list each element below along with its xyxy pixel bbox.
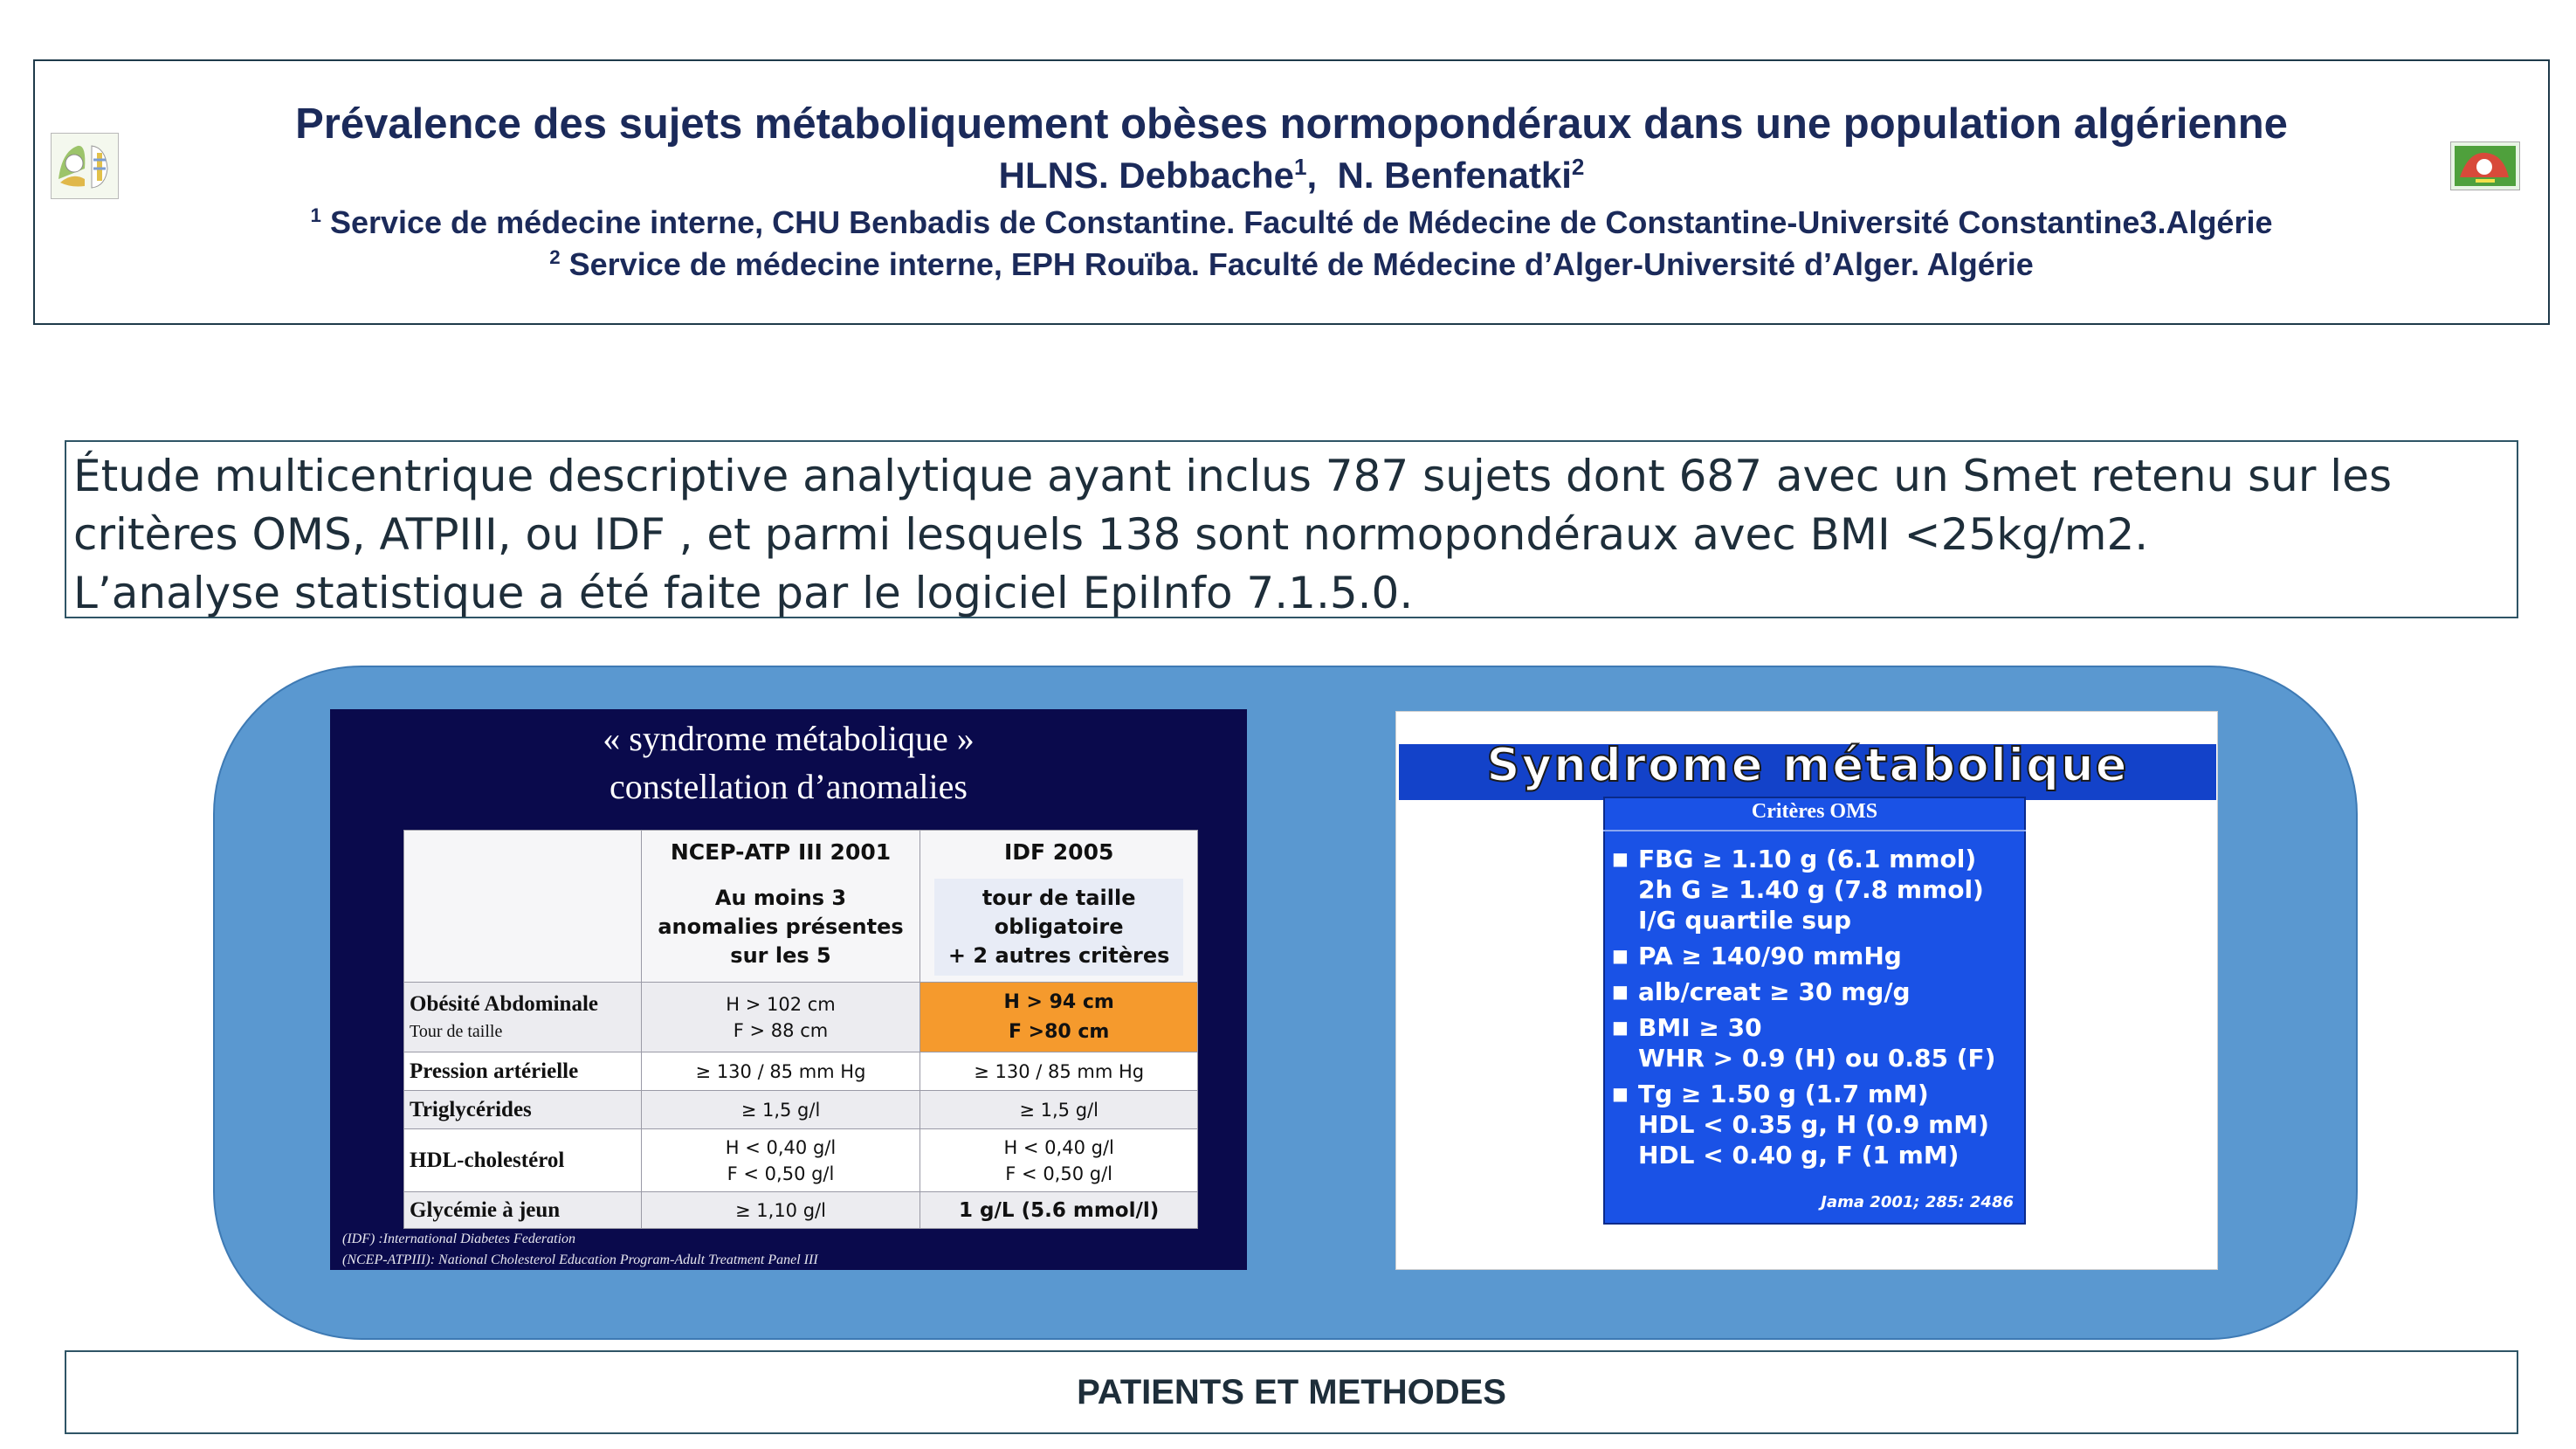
ncep-sub-line-1: Au moins 3 — [714, 886, 847, 910]
idf-sub-line-3: + 2 autres critères — [947, 943, 1170, 968]
university-logo-left — [51, 133, 119, 199]
idf-value: ≥ 130 / 85 mm Hg — [920, 1052, 1198, 1091]
study-description-box — [65, 440, 2518, 618]
affiliation-2-number: 2 — [549, 246, 561, 268]
table-row — [404, 1091, 1198, 1129]
idf-sub-line-2: obligatoire — [994, 914, 1124, 939]
list-item: ■ alb/creat ≥ 30 mg/g — [1612, 977, 1911, 1006]
affiliation-2 — [35, 246, 2548, 283]
list-item: ■ BMI ≥ 30 WHR > 0.9 (H) ou 0.85 (F) — [1612, 1013, 1996, 1073]
row-label: Glycémie à jeun — [404, 1192, 642, 1229]
slide-title-line-1: « syndrome métabolique » — [603, 719, 975, 758]
row-label: Obésité Abdominale Tour de taille — [404, 983, 642, 1052]
footnote-idf: (IDF) :International Diabetes Federation — [342, 1232, 576, 1246]
row-label: HDL-cholestérol — [404, 1129, 642, 1192]
affiliation-1-text: Service de médecine interne, CHU Benbadis de Constantine. Faculté de Médecine de Constantine-Université Constantine3.Algérie — [329, 204, 2273, 240]
ncep-sub-line-2: anomalies présentes — [658, 914, 904, 939]
university-logo-right — [2450, 141, 2520, 190]
column-header-ncep-sub — [656, 879, 906, 976]
poster-title: Prévalence des sujets métaboliquement obèses normopondéraux dans une population algérienne — [295, 100, 2288, 148]
author-1-sup: 1 — [1294, 154, 1307, 180]
study-line-2: critères OMS, ATPIII, ou IDF , et parmi lesquels 138 sont normopondéraux avec BMI <25kg/m2. — [73, 509, 2149, 560]
authors-line — [35, 155, 2548, 197]
idf-sub-line-1: tour de taille — [981, 886, 1136, 910]
ncep-sub-line-3: sur les 5 — [730, 943, 831, 968]
study-line-3: L’analyse statistique a été faite par le logiciel EpiInfo 7.1.5.0. — [73, 568, 1414, 618]
author-1: HLNS. Debbache — [998, 155, 1295, 196]
author-separator: , — [1306, 155, 1338, 196]
oms-criteria-separator — [1603, 830, 2026, 831]
table-row — [404, 1129, 1198, 1192]
square-bullet-icon: ■ — [1612, 1017, 1629, 1038]
slide-title-line-2: constellation d’anomalies — [610, 767, 968, 806]
emblem-icon — [52, 134, 118, 198]
column-header-idf — [920, 831, 1198, 983]
ncep-value: H < 0,40 g/l F < 0,50 g/l — [641, 1129, 920, 1192]
column-header-idf-title: IDF 2005 — [1003, 839, 1114, 865]
square-bullet-icon: ■ — [1612, 981, 1629, 1002]
column-header-idf-sub — [934, 879, 1183, 976]
idf-value: ≥ 1,5 g/l — [920, 1091, 1198, 1129]
oms-criteria-subtitle: Critères OMS — [1751, 800, 1878, 823]
column-header-ncep-title: NCEP-ATP III 2001 — [670, 839, 892, 865]
emblem-icon — [2451, 142, 2519, 190]
oms-reference: Jama 2001; 285: 2486 — [1821, 1193, 2014, 1211]
square-bullet-icon: ■ — [1612, 945, 1629, 966]
study-line-1: Étude multicentrique descriptive analytique ayant inclus 787 sujets dont 687 avec un Smet retenu sur les — [73, 451, 2393, 501]
oms-criteria-list — [1603, 844, 2031, 1176]
table-corner-cell — [404, 831, 642, 983]
affiliation-1 — [35, 204, 2548, 241]
poster-header — [33, 59, 2550, 325]
row-label: Pression artérielle — [404, 1052, 642, 1091]
table-row — [404, 1052, 1198, 1091]
ncep-value: ≥ 1,5 g/l — [641, 1091, 920, 1129]
list-item: ■ Tg ≥ 1.50 g (1.7 mM) HDL < 0.35 g, H (0.9 mM) HDL < 0.40 g, F (1 mM) — [1612, 1080, 1989, 1170]
slide-ncep-idf-title — [330, 714, 1247, 811]
criteria-comparison-table — [403, 830, 1198, 1229]
affiliation-1-number: 1 — [310, 204, 321, 226]
ncep-value: ≥ 1,10 g/l — [641, 1192, 920, 1229]
author-2: N. Benfenatki — [1337, 155, 1572, 196]
ncep-value: ≥ 130 / 85 mm Hg — [641, 1052, 920, 1091]
list-item: ■ FBG ≥ 1.10 g (6.1 mmol) 2h G ≥ 1.40 g (7.8 mmol) I/G quartile sup — [1612, 845, 1984, 935]
row-label: Triglycérides — [404, 1091, 642, 1129]
idf-value: H < 0,40 g/l F < 0,50 g/l — [920, 1129, 1198, 1192]
table-row — [404, 983, 1198, 1052]
ncep-value: H > 102 cm F > 88 cm — [641, 983, 920, 1052]
square-bullet-icon: ■ — [1612, 1083, 1629, 1104]
footnote-ncep: (NCEP-ATPIII): National Cholesterol Education Program-Adult Treatment Panel III — [342, 1252, 818, 1267]
idf-value-highlighted: H > 94 cm F >80 cm — [920, 983, 1198, 1052]
affiliation-2-text: Service de médecine interne, EPH Rouïba. Faculté de Médecine d’Alger-Université d’Alger. Algérie — [568, 246, 2034, 282]
table-row — [404, 1192, 1198, 1229]
section-header-patients-methodes: PATIENTS ET METHODES — [65, 1350, 2518, 1434]
list-item: ■ PA ≥ 140/90 mmHg — [1612, 942, 1902, 970]
idf-value: 1 g/L (5.6 mmol/l) — [920, 1192, 1198, 1229]
square-bullet-icon: ■ — [1612, 848, 1629, 869]
slide-oms-title: Syndrome métabolique — [1486, 739, 2129, 792]
column-header-ncep — [641, 831, 920, 983]
author-2-sup: 2 — [1571, 154, 1585, 180]
